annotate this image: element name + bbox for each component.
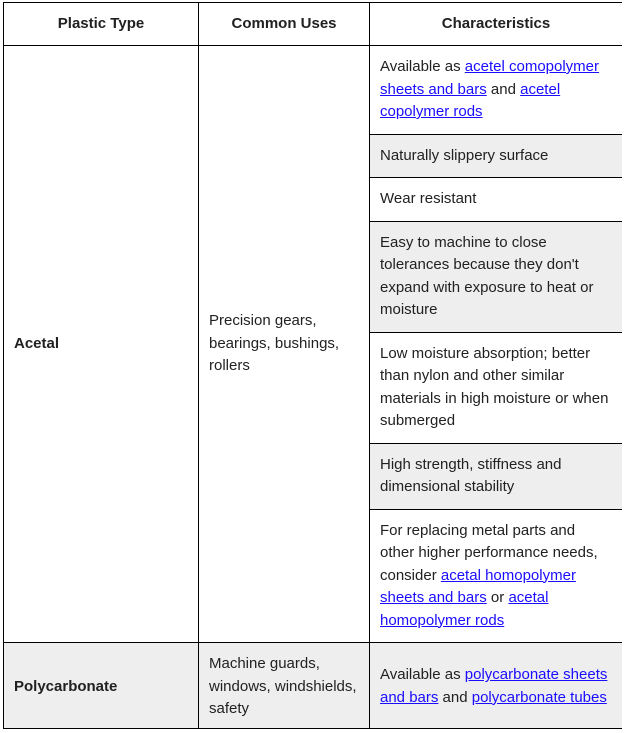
plastic-type-cell: Polycarbonate xyxy=(4,643,199,730)
characteristic-item xyxy=(370,332,622,443)
plastics-table-viewport xyxy=(3,2,622,729)
plastics-table xyxy=(3,2,622,729)
header-row xyxy=(4,3,623,46)
characteristic-item xyxy=(370,178,622,222)
product-link[interactable]: acetal homopolymer rods xyxy=(380,589,549,629)
characteristic-text: Low moisture absorption; better than nylon and other similar materials in high moisture or when submerged xyxy=(380,344,609,429)
characteristic-text: Easy to machine to close tolerances because they don't expand with exposure to heat or moisture xyxy=(380,233,594,318)
common-uses-cell: Precision gears, bearings, bushings, rollers xyxy=(199,46,370,643)
characteristic-text: High strength, stiffness and dimensional stability xyxy=(380,455,562,495)
header-plastic-type: Plastic Type xyxy=(4,3,199,46)
characteristic-text: Available as xyxy=(380,58,465,75)
table-row xyxy=(4,46,623,643)
characteristic-item xyxy=(370,509,622,642)
characteristic-text: and xyxy=(486,80,521,98)
plastic-type-cell: Acetal xyxy=(4,46,199,643)
characteristic-item xyxy=(370,221,622,332)
product-link[interactable]: polycarbonate tubes xyxy=(471,688,607,706)
product-link[interactable]: polycarbonate sheets and bars xyxy=(380,666,608,706)
characteristic-item xyxy=(370,46,622,134)
product-link[interactable]: acetel comopolymer sheets and bars xyxy=(380,58,600,98)
characteristics-cell xyxy=(370,46,623,643)
product-link[interactable]: acetel copolymer rods xyxy=(380,80,561,120)
header-common-uses: Common Uses xyxy=(199,3,370,46)
table-row xyxy=(4,643,623,730)
product-link[interactable]: acetal homopolymer sheets and bars xyxy=(380,566,576,606)
characteristic-text: and xyxy=(438,688,472,706)
characteristic-text: Wear resistant xyxy=(380,190,477,207)
characteristic-text: or xyxy=(486,589,509,606)
characteristic-text: Naturally slippery surface xyxy=(380,146,549,164)
characteristics-cell xyxy=(370,643,623,730)
characteristic-item xyxy=(370,654,622,719)
common-uses-cell: Machine guards, windows, windshields, safety xyxy=(199,643,370,730)
characteristic-item xyxy=(370,443,622,509)
characteristic-text: For replacing metal parts and other higher performance needs, consider xyxy=(380,521,598,584)
characteristic-text: Available as xyxy=(380,666,465,684)
header-characteristics: Characteristics xyxy=(370,3,623,46)
characteristic-item xyxy=(370,134,622,178)
